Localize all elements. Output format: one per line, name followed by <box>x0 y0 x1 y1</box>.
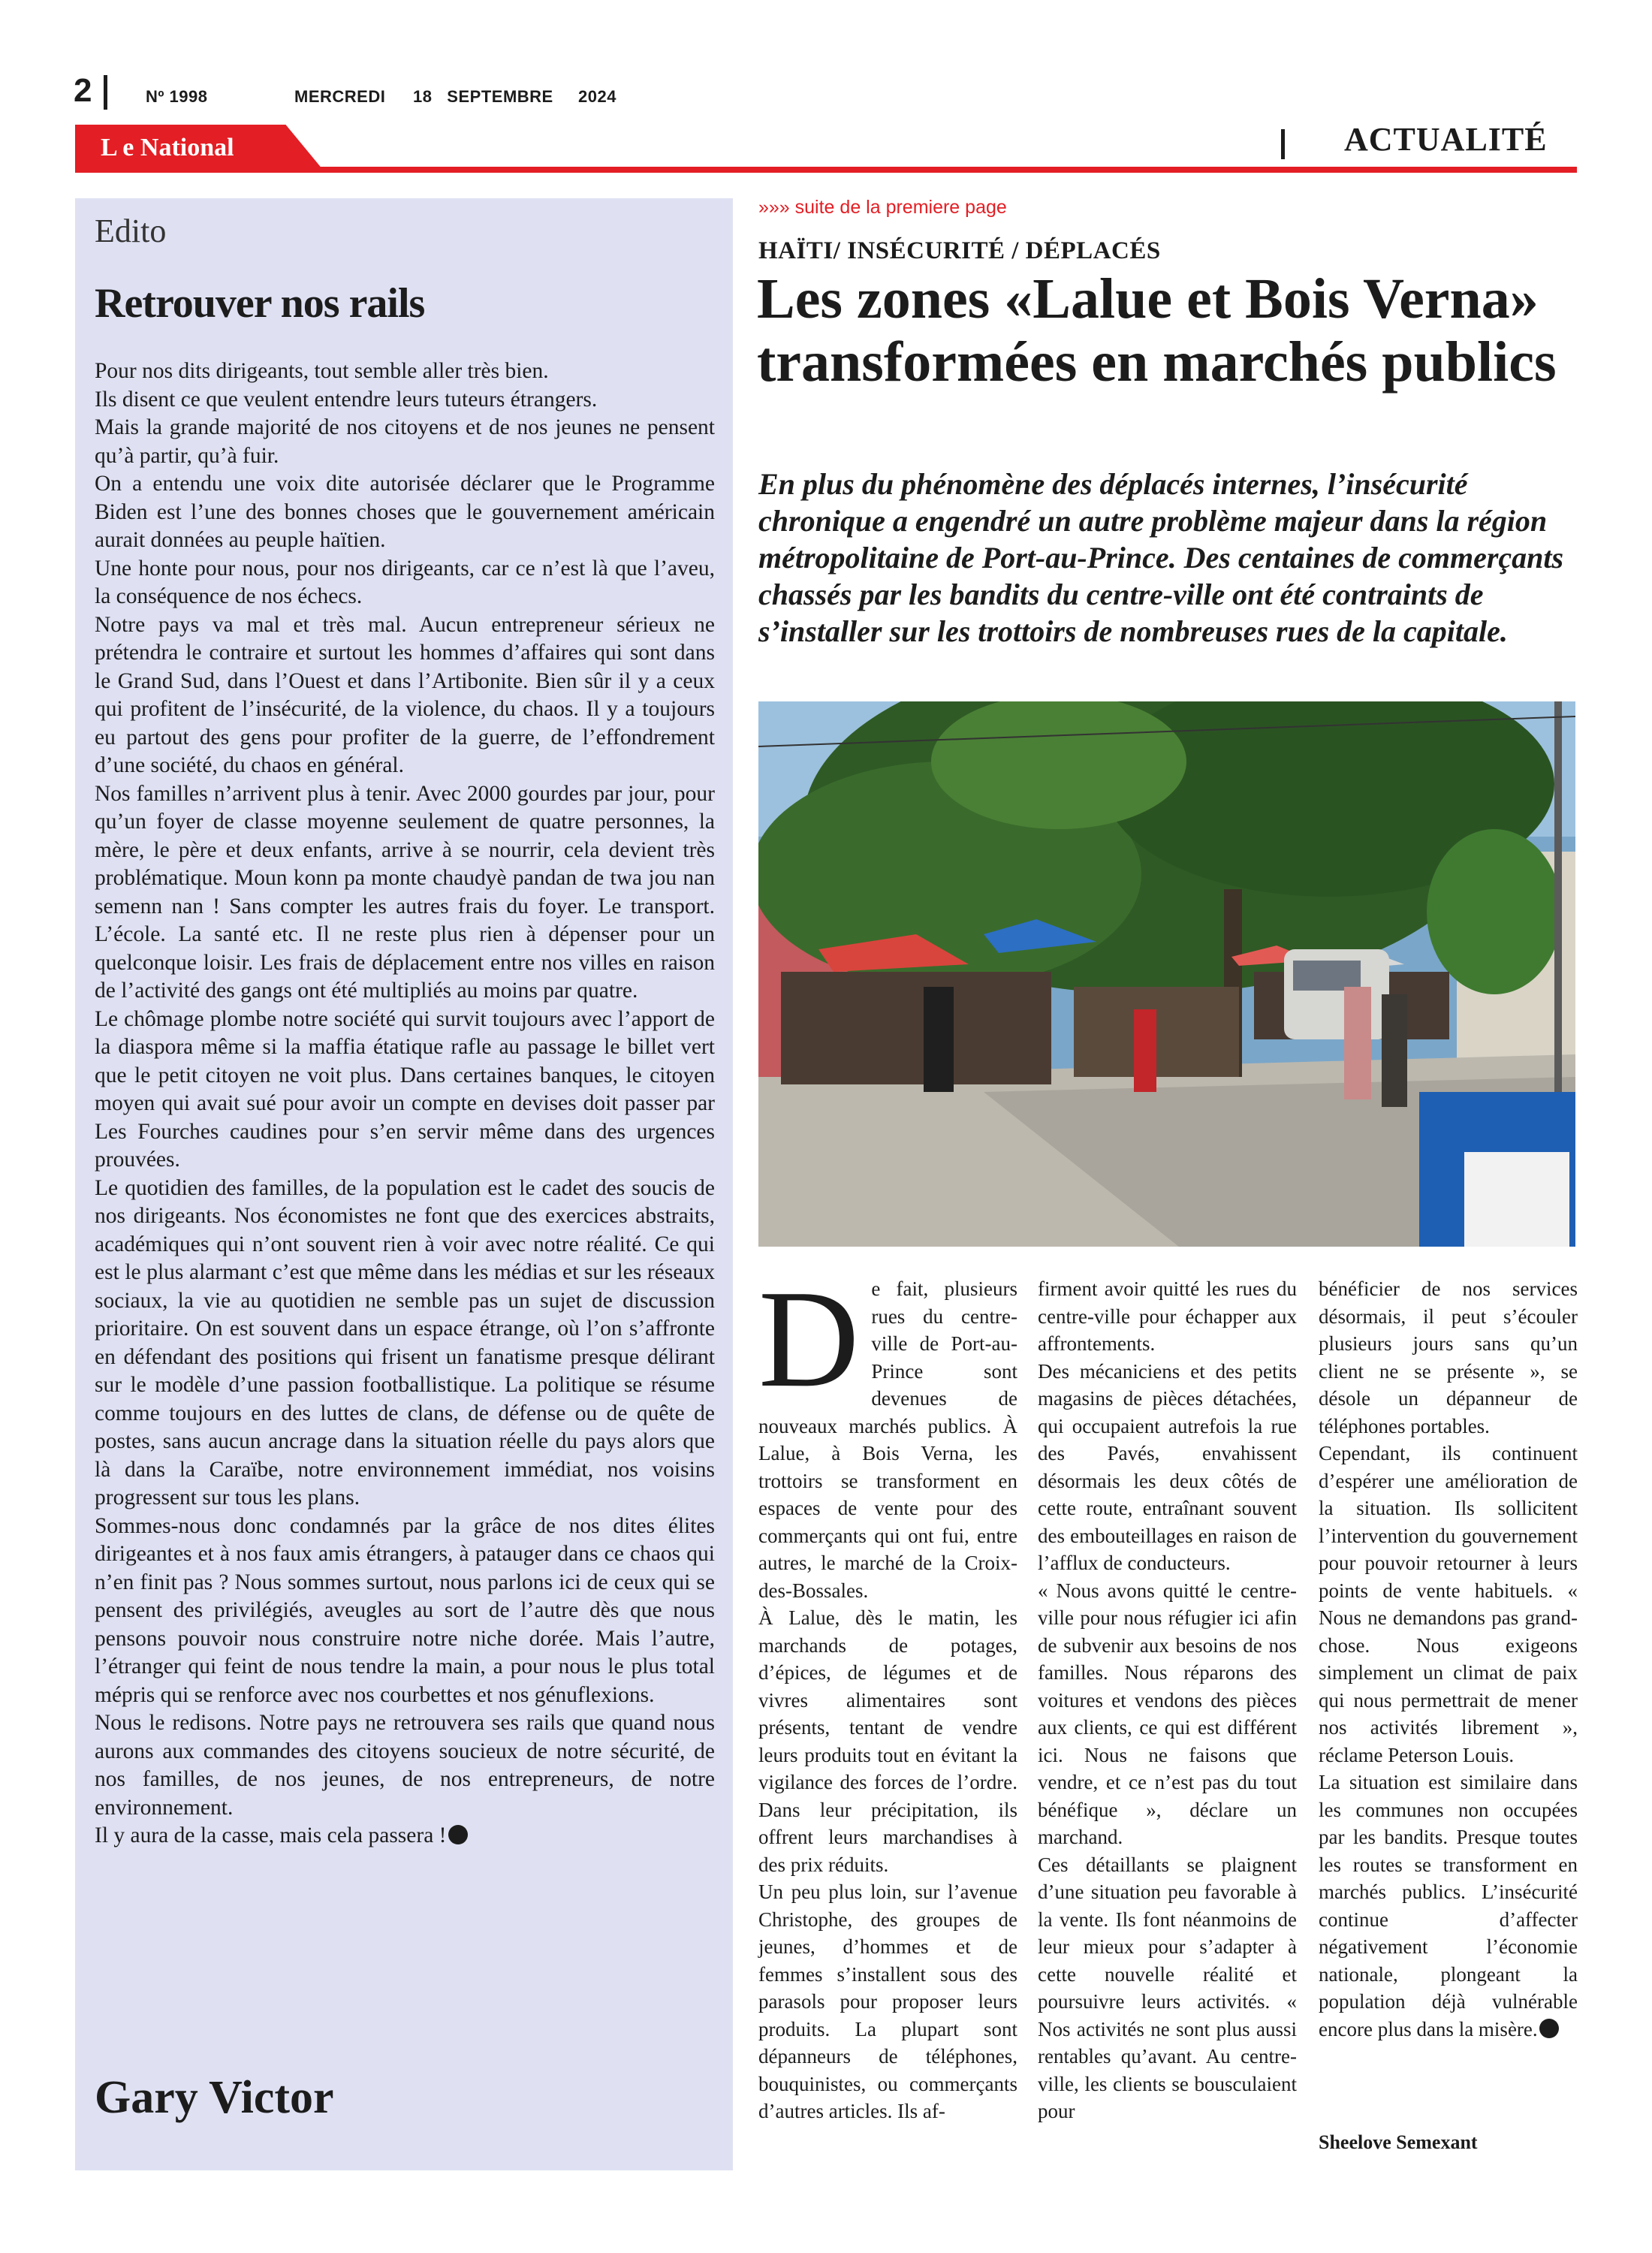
article-paragraph: Ces détaillants se plaignent d’une situation peu favorable à la vente. Ils font néanmoins de leur mieux pour s’adapter à cette nouvelle réalité et poursuivre leurs activités. « Nos activités ne sont plus aussi rentables qu’avant. Au centre-ville, les clients se bousculaient pour <box>1038 1853 1297 2122</box>
article-column-3 <box>1319 1275 1578 2043</box>
edito-paragraph: Le quotidien des familles, de la population est le cadet des soucis de nos dirigeants. Nos économistes ne font que des exercices abstraits, académiques qui n’ont souvent rien à voir avec notre réalité. Ce qui est le plus alarmant c’est que même dans les médias et sur les réseaux sociaux, la vie au quotidien ne semble pas un sujet de discussion prioritaire. On est souvent dans un espace étrange, où l’on s’affronte en défendant des positions qui frisent un fanatisme presque délirant sur le modèle d’une passion footballistique. La politique se résume comme toujours en des luttes de clans, de défense ou de quête de postes, sans aucun ancrage dans la situation réelle du pays alors que là dans la Caraïbe, notre environnement immédiat, nos voisins progressent sur tous les plans. <box>95 1175 715 1510</box>
edito-paragraph: Nos familles n’arrivent plus à tenir. Avec 2000 gourdes par jour, pour qu’un foyer de classe moyenne seulement de quatre personnes, la mère, le père et deux enfants, arrive à se nourrir, cela devient très problématique. Moun konn pa monte chaudyè pandan de twa jou nan semenn nan ! Sans compter les autres frais du foyer. Le transport. L’école. La santé etc. Il ne reste plus rien à dépenser pour un quelconque loisir. Les frais de déplacement entre nos villes en raison de l’activité des gangs ont été multipliés au moins par quatre. <box>95 781 715 1003</box>
edito-paragraph: Nous le redisons. Notre pays ne retrouvera ses rails que quand nous aurons aux commandes des citoyens soucieux de notre sécurité, de nos familles, de nos jeunes, de nos entrepreneurs, de notre environnement. <box>95 1711 715 1820</box>
end-mark-icon <box>448 1825 468 1844</box>
page-number: 2 <box>74 72 92 109</box>
edito-paragraph: Une honte pour nous, pour nos dirigeants, car ce n’est là que l’aveu, la conséquence de nos échecs. <box>95 556 715 608</box>
section-divider <box>1281 129 1285 159</box>
article-headline: Les zones «Lalue et Bois Verna» transformées en marchés publics <box>757 267 1557 394</box>
year: 2024 <box>578 87 616 106</box>
article-paragraph-final <box>1319 1769 1578 2043</box>
edito-title: Retrouver nos rails <box>95 280 425 327</box>
article-paragraph: Des mécaniciens et des petits magasins de pièces détachées, qui occupaient autrefois la rue des Pavés, envahissent désormais les deux côtés de cette route, entraînant souvent des embouteillages en raison de l’afflux de conducteurs. <box>1038 1359 1297 1574</box>
edito-author: Gary Victor <box>95 2072 334 2123</box>
section-title: ACTUALITÉ <box>1344 121 1548 158</box>
article-paragraph: « Nous avons quitté le centre-ville pour nous réfugier ici afin de subvenir aux besoins de nos familles. Nous réparons des voitures et vendons des pièces aux clients, ce qui est différent ici. Nous ne faisons que vendre, et ce n’est pas du tout bénéfique », déclare un marchand. <box>1038 1579 1297 1848</box>
article-paragraph: La situation est similaire dans les communes non occupées par les bandits. Presque toutes les routes se transforment en marchés publics. L’insécurité continue d’affecter négativement l’économie nationale, plongeant la population déjà vulnérable encore plus dans la misère. <box>1319 1771 1578 2040</box>
edito-paragraph: Mais la grande majorité de nos citoyens et de nos jeunes ne pensent qu’à partir, qu’à fuir. <box>95 415 715 468</box>
edito-paragraph: Notre pays va mal et très mal. Aucun entrepreneur sérieux ne prétendra le contraire et surtout les hommes d’affaires qui sont dans le Grand Sud, dans l’Ouest et dans l’Artibonite. Bien sûr il y a ceux qui profitent de l’insécurité, de la violence, du chaos. Il y a toujours eu partout des gens pour profiter de la guerre, de l’effondrement d’une société, du chaos en général. <box>95 612 715 777</box>
edito-paragraph: Sommes-nous donc condamnés par la grâce de nos dites élites dirigeantes et à nos faux amis étrangers, à patauger dans ce chaos qui n’en finit pas ? Nous sommes surtout, nous parlons ici de ceux qui se pensent des privilégiés, aveugles au sort de l’autre dès que nous pensons pouvoir nous construire notre niche dorée. Mais l’autre, l’étranger qui feint de nous tendre la main, a pour nous le plus total mépris qui se renforce avec nos courbettes et nos génuflexions. <box>95 1513 715 1707</box>
article-paragraph: bénéficier de nos services désormais, il peut s’écouler plusieurs jours sans qu’un client ne se présente », se désole un dépanneur de téléphones portables. <box>1319 1277 1578 1437</box>
header-divider <box>104 75 107 110</box>
date: 18 SEPTEMBRE <box>413 87 553 106</box>
weekday: MERCREDI <box>294 87 386 106</box>
street-market-photo <box>758 701 1575 1247</box>
edito-paragraph: On a entendu une voix dite autorisée déclarer que le Programme Biden est l’une des bonnes choses que le gouvernement américain aurait données au peuple haïtien. <box>95 472 715 552</box>
edito-label: Edito <box>95 213 167 249</box>
issue-number: Nº 1998 <box>146 87 208 106</box>
article-paragraph: À Lalue, dès le matin, les marchands de potages, d’épices, de légumes et de vivres alimentaires sont présents, tentant de vendre leurs produits tout en évitant la vigilance des forces de l’ordre. Dans leur précipitation, ils offrent leurs marchandises à des prix réduits. <box>758 1606 1017 1876</box>
article-kicker: HAÏTI/ INSÉCURITÉ / DÉPLACÉS <box>758 237 1161 264</box>
article-byline: Sheelove Semexant <box>1319 2131 1478 2153</box>
continued-note: »»» suite de la premiere page <box>758 197 1007 218</box>
article-column-1 <box>758 1262 1017 2125</box>
edito-paragraph: Ils disent ce que veulent entendre leurs tuteurs étrangers. <box>95 387 598 412</box>
article-paragraph: e fait, plusieurs rues du centre-ville de Port-au-Prince sont devenues de nouveaux marchés publics. À Lalue, à Bois Verna, les trottoirs se transforment en espaces de vente pour des commerçants qui ont fui, entre autres, le marché de la Croix-des-Bossales. <box>758 1277 1017 1602</box>
article-paragraph: firment avoir quitté les rues du centre-ville pour échapper aux affrontements. <box>1038 1277 1297 1355</box>
edito-closing: Il y aura de la casse, mais cela passera ! <box>95 1823 447 1847</box>
article-paragraph: Un peu plus loin, sur l’avenue Christophe, des groupes de jeunes, d’hommes et de femmes s’installent sous des parasols pour proposer leurs produits. La plupart sont dépanneurs de téléphones, bouquinistes, ou commerçants d’autres articles. Ils af- <box>758 1881 1017 2122</box>
drop-cap: D <box>758 1262 860 1416</box>
header-rule <box>75 167 1577 173</box>
end-mark-icon <box>1539 2019 1559 2038</box>
edito-body <box>95 357 715 1850</box>
edito-paragraph: Le chômage plombe notre société qui survit toujours avec l’apport de la diaspora même si la maffia étatique rafle au passage le billet vert que le petit citoyen ne voit plus. Dans certaines banques, le citoyen moyen qui avait sué pour avoir un compte en devises doit passer par Les Fourches caudines pour s’en servir même dans des urgences prouvées. <box>95 1006 715 1172</box>
article-lede: En plus du phénomène des déplacés internes, l’insécurité chronique a engendré un autre problème majeur dans la région métropolitaine de Port-au-Prince. Des centaines de commerçants chassés par les bandits du centre-ville ont été contraints de s’installer sur les trottoirs de nombreuses rues de la capitale. <box>758 467 1564 648</box>
brand-name: L e National <box>101 134 234 161</box>
article-paragraph: Cependant, ils continuent d’espérer une amélioration de la situation. Ils sollicitent l’intervention du gouvernement pour pouvoir retourner à leurs points de vente habituels. « Nous ne demandons pas grand-chose. Nous exigeons simplement un climat de paix qui nous permettrait de mener nos activités librement », réclame Peterson Louis. <box>1319 1442 1578 1766</box>
edito-closing-line <box>95 1822 715 1850</box>
article-column-2 <box>1038 1275 1297 2125</box>
edito-paragraph: Pour nos dits dirigeants, tout semble aller très bien. <box>95 359 549 383</box>
